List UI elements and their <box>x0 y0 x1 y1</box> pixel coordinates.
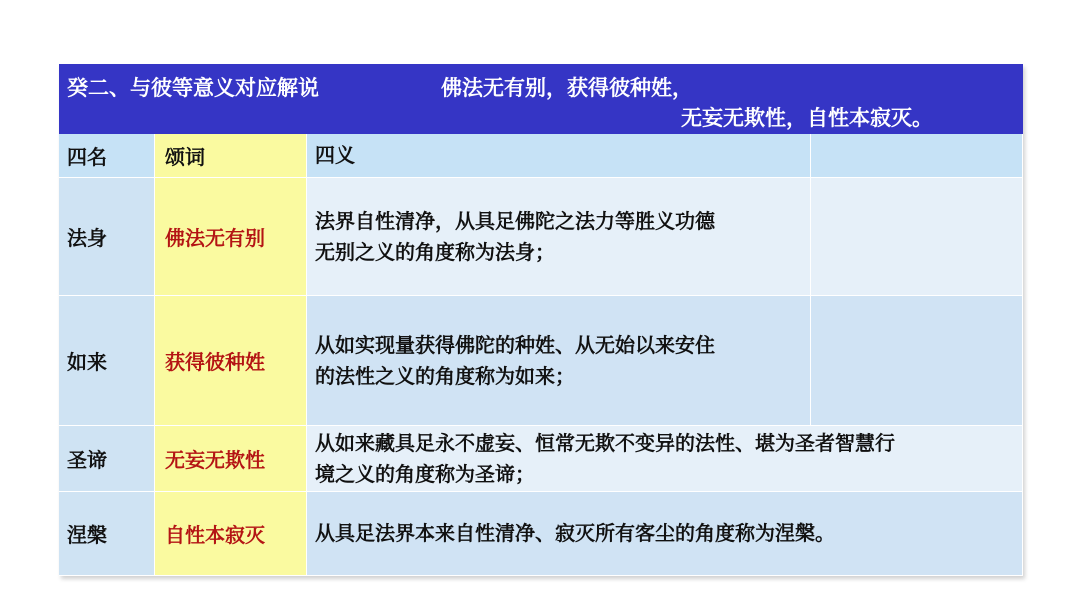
row-verse: 无妄无欺性 <box>155 426 307 492</box>
column-header-name: 四名 <box>59 134 155 178</box>
row-meaning-line: 从如实现量获得佛陀的种姓、从无始以来安住 <box>315 332 715 357</box>
table-row <box>59 492 1023 576</box>
row-verse: 获得彼种姓 <box>155 296 307 426</box>
row-name: 如来 <box>59 296 155 426</box>
table-row <box>59 426 1023 492</box>
row-name: 圣谛 <box>59 426 155 492</box>
row-empty-cell <box>811 178 1023 296</box>
row-meaning-line: 从具足法界本来自性清净、寂灭所有客尘的角度称为涅槃。 <box>315 521 835 545</box>
column-header-row <box>59 134 1023 178</box>
column-header-empty <box>811 134 1023 178</box>
table-row <box>59 178 1023 296</box>
row-meaning <box>307 178 811 296</box>
column-header-verse: 颂词 <box>155 134 307 178</box>
section-title: 癸二、与彼等意义对应解说 <box>67 76 319 100</box>
column-header-meaning: 四义 <box>307 134 811 178</box>
row-meaning-line: 法界自性清净，从具足佛陀之法力等胜义功德 <box>315 208 715 233</box>
row-verse: 佛法无有别 <box>155 178 307 296</box>
row-meaning-line: 从如来藏具足永不虚妄、恒常无欺不变异的法性、堪为圣者智慧行 <box>315 430 895 455</box>
row-meaning <box>307 492 1023 576</box>
row-meaning-line: 的法性之义的角度称为如来； <box>315 363 575 388</box>
table-row <box>59 296 1023 426</box>
row-verse: 自性本寂灭 <box>155 492 307 576</box>
verse-line-2: 无妄无欺性，自性本寂灭。 <box>681 106 933 130</box>
row-meaning <box>307 426 1023 492</box>
row-name: 法身 <box>59 178 155 296</box>
row-empty-cell <box>811 296 1023 426</box>
row-name: 涅槃 <box>59 492 155 576</box>
row-meaning-line: 境之义的角度称为圣谛； <box>315 461 535 486</box>
row-meaning <box>307 296 811 426</box>
verse-line-1: 佛法无有别，获得彼种姓， <box>441 76 693 100</box>
table-header-banner <box>59 64 1023 134</box>
row-meaning-line: 无别之义的角度称为法身； <box>315 239 555 264</box>
teaching-table <box>59 64 1023 576</box>
